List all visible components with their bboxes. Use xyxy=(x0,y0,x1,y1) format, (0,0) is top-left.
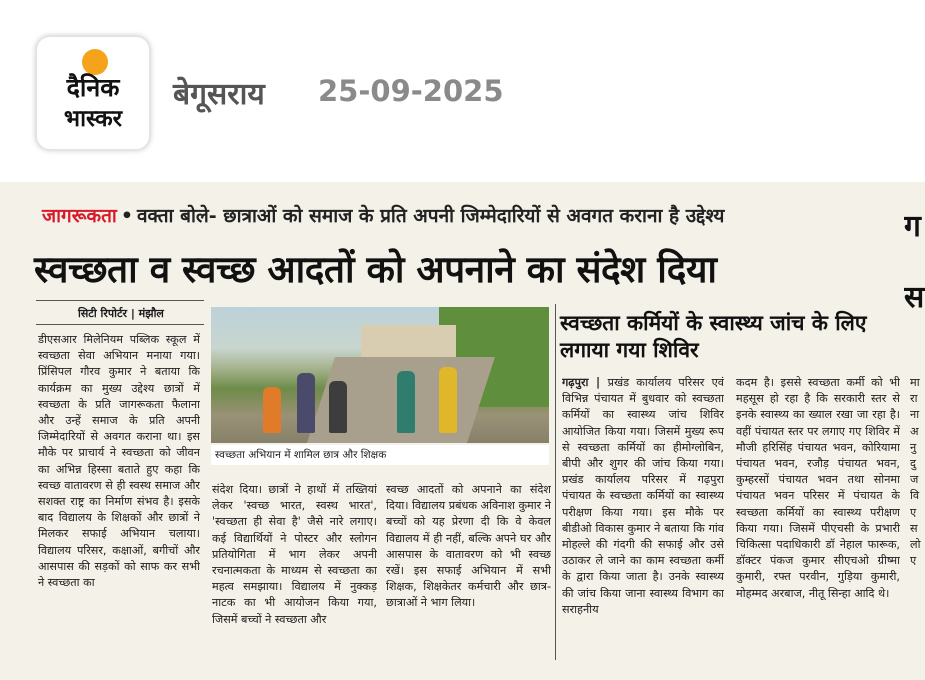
column-divider xyxy=(555,304,556,660)
adjacent-column-text xyxy=(910,375,925,660)
edge-line: ना xyxy=(910,408,920,422)
kicker-bullet: • xyxy=(120,205,133,227)
logo-line-2: भास्कर xyxy=(63,105,123,132)
article2-headline: स्वच्छता कर्मियों के स्वास्थ्य जांच के लिए लगाया गया शिविर xyxy=(560,311,867,362)
kicker-text: वक्ता बोले- छात्राओं को समाज के प्रति अपनी जिम्मेदारियों से अवगत कराना है उद्देश्य xyxy=(136,205,725,227)
edition-city: बेगूसराय xyxy=(173,77,265,112)
dainik-bhaskar-logo[interactable] xyxy=(36,36,150,150)
byline-rule-bottom xyxy=(36,324,204,325)
adjacent-column-edge xyxy=(904,204,925,346)
photo-person xyxy=(439,367,457,433)
article-kicker xyxy=(42,202,724,228)
edge-line: स xyxy=(910,521,918,535)
edge-line: ए xyxy=(910,505,917,519)
photo-person xyxy=(263,387,281,433)
byline-rule-top xyxy=(36,300,204,301)
photo-person xyxy=(297,373,315,433)
newspaper-clipping xyxy=(0,182,925,680)
article2-column-1-text: प्रखंड कार्यालय परिसर एवं विभिन्न पंचायत में बुधवार को स्वच्छता कर्मियों का स्वास्थ्य जांच शिविर आयोजित किया गया। जिसमें मुख्य रूप से स्वच्छता कर्मियों का हीमोग्लोबिन, बीपी और शुगर की जांच किया गया। प्रखंड कार्यालय परिसर में गढ़पुरा पंचायत के स्वच्छता कर्मियों का स्वास्थ्य परीक्षण किया गया। इस मौके पर बीडीओ विकास कुमार ने बताया कि गांव मोहल्ले की गंदगी की सफाई और उसे उठाकर ले जाने का काम स्वच्छता कर्मी के द्वारा किया जाता है। उनके स्वास्थ्य की जांच किया जाना स्वास्थ्य विभाग का सराहनीय xyxy=(562,376,724,616)
edge-line: दु xyxy=(910,457,916,471)
app-header xyxy=(0,0,925,180)
edge-line: वि xyxy=(910,489,920,503)
edge-line: रा xyxy=(910,392,918,406)
article-column-3: स्वच्छ आदतों को अपनाने का संदेश दिया। विद्यालय प्रबंधक अविनाश कुमार ने बच्चों को यह प्रेरणा दी कि वे केवल विद्यालय में ही नहीं, बल्कि अपने घर और आसपास के वातावरण को भी स्वच्छ रखें। इस सफाई अभियान में सभी शिक्षक, शिक्षकेतर कर्मचारी और छात्र-छात्राओं ने भाग लिया। xyxy=(386,483,551,610)
edge-line: ज xyxy=(910,473,919,487)
logo-sun-icon xyxy=(82,49,108,75)
photo-person xyxy=(329,381,347,433)
article2-dateline: गढ़पुरा | xyxy=(562,376,608,389)
edge-line: लो xyxy=(910,538,921,552)
edge-line: नु xyxy=(910,440,917,454)
kicker-tag: जागरूकता xyxy=(42,205,117,227)
article-column-2: संदेश दिया। छात्रों ने हाथों में तख्तियां लेकर 'स्वच्छ भारत, स्वस्थ भारत', 'स्वच्छता ही सेवा है' जैसे नारे लगाए। कई विद्यार्थियों ने पोस्टर और स्लोगन प्रतियोगिता में भाग लेकर अपनी रचनात्मकता के माध्यम से स्वच्छता का महत्व समझाया। विद्यालय में नुक्कड़ नाटक का भी आयोजन किया गया, जिसमें बच्चों ने स्वच्छता और xyxy=(212,483,377,626)
photo-caption: स्वच्छता अभियान में शामिल छात्र और शिक्षक xyxy=(211,445,549,465)
photo-person xyxy=(397,371,415,433)
article-headline: स्वच्छता व स्वच्छ आदतों को अपनाने का संदेश दिया xyxy=(34,248,717,291)
article2-column-2: कदम है। इससे स्वच्छता कर्मी को भी महसूस हो रहा है कि सरकारी स्तर से इनके स्वास्थ्य का ख्याल रखा जा रहा है। वहीं पंचायत स्तर पर लगाए गए शिविर में मौजी हरिसिंह पंचायत भवन, कोरियामा पंचायत भवन, रजौड़ पंचायत भवन, कुम्हरसों पंचायत भवन तथा सोनमा पंचायत भवन परिसर में पंचायत के स्वच्छता कर्मियों का स्वास्थ्य परीक्षण किया गया। जिसमें पीएचसी के प्रभारी चिकित्सा पदाधिकारी डॉ नेहाल फारूक, डॉक्टर पंकज कुमार सीएचओ ग्रीष्मा कुमारी, रफ्त परवीन, गुड़िया कुमारी, मोहम्मद अरबाज, नीतू सिन्हा आदि थे। xyxy=(736,376,900,600)
edge-char-2: स xyxy=(904,280,925,315)
edge-line: मा xyxy=(910,376,920,389)
edition-date: 25-09-2025 xyxy=(318,74,504,108)
article-photo xyxy=(211,307,549,443)
article-column-1: डीएसआर मिलेनियम पब्लिक स्कूल में स्वच्छता सेवा अभियान मनाया गया। प्रिंसिपल गौरव कुमार ने बताया कि कार्यक्रम का मुख्य उद्देश्य छात्रों में स्वच्छता के प्रति जागरूकता फैलाना और उन्हें समाज के प्रति अपनी जिम्मेदारियों से अवगत कराना था। इस मौके पर प्राचार्य ने स्वच्छता को जीवन का अभिन्न हिस्सा बताते हुए कहा कि स्वच्छ वातावरण से ही स्वस्थ समाज और सशक्त राष्ट्र का निर्माण संभव है। इसके बाद विद्यालय के शिक्षकों और छात्रों ने मिलकर सफाई अभियान चलाया। विद्यालय परिसर, कक्षाओं, बगीचों और आसपास की सड़कों को साफ कर सभी ने स्वच्छता का xyxy=(38,333,200,590)
article-byline: सिटी रिपोर्टर | मंझौल xyxy=(78,307,164,320)
edge-char-1: ग xyxy=(904,209,921,244)
article2-column-1 xyxy=(562,375,724,660)
edge-line: अ xyxy=(910,424,919,438)
edge-line: ए xyxy=(910,554,917,568)
logo-line-1: दैनिक xyxy=(66,73,120,102)
